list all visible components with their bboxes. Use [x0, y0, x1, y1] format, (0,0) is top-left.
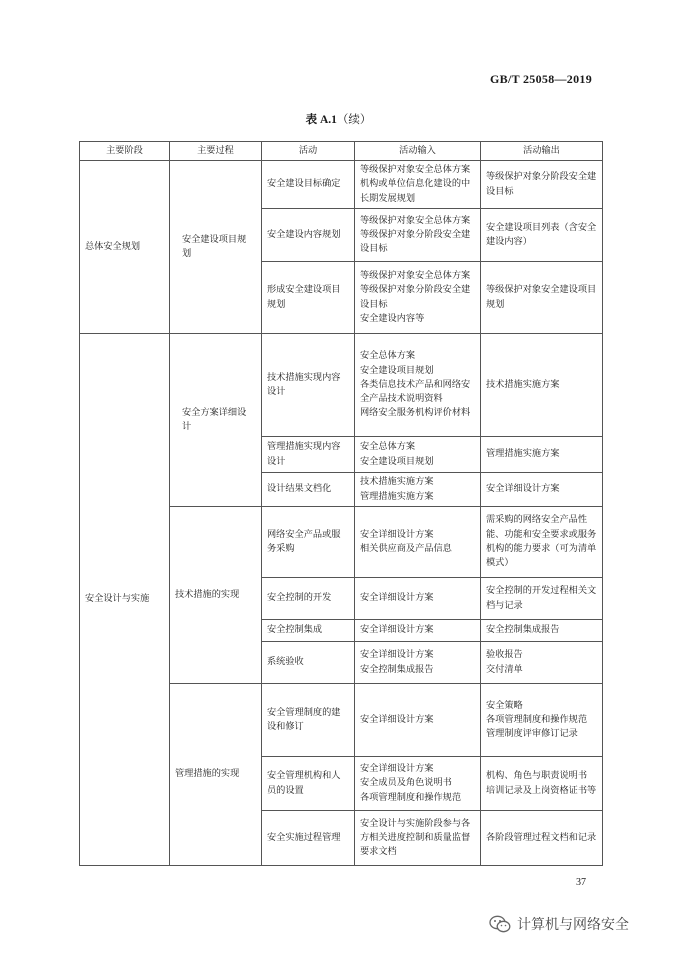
activity-cell: 安全控制集成 — [262, 620, 355, 642]
output-cell: 验收报告 交付清单 — [481, 642, 603, 684]
table-title-suffix: （续） — [336, 112, 372, 126]
output-cell: 机构、角色与职责说明书 培训记录及上岗资格证书等 — [481, 757, 603, 811]
activity-cell: 设计结果文档化 — [262, 473, 355, 507]
output-cell: 等级保护对象安全建设项目规划 — [481, 262, 603, 334]
output-cell: 安全控制集成报告 — [481, 620, 603, 642]
stage-cell: 安全设计与实施 — [80, 334, 170, 866]
activity-table — [79, 141, 603, 866]
column-header: 主要过程 — [170, 142, 262, 161]
activity-cell: 安全建设目标确定 — [262, 161, 355, 209]
activity-cell: 安全实施过程管理 — [262, 811, 355, 866]
input-cell: 安全详细设计方案 — [355, 578, 481, 620]
process-cell: 安全方案详细设计 — [170, 334, 262, 507]
input-cell: 安全详细设计方案 安全控制集成报告 — [355, 642, 481, 684]
output-cell: 等级保护对象分阶段安全建设目标 — [481, 161, 603, 209]
input-cell: 安全详细设计方案 — [355, 684, 481, 757]
process-cell: 管理措施的实现 — [170, 684, 262, 866]
input-cell: 等级保护对象安全总体方案 等级保护对象分阶段安全建设目标 — [355, 209, 481, 262]
watermark — [489, 914, 629, 934]
table-row — [80, 161, 603, 209]
page-number: 37 — [576, 877, 586, 888]
output-cell: 安全控制的开发过程相关文档与记录 — [481, 578, 603, 620]
output-cell: 技术措施实施方案 — [481, 334, 603, 437]
activity-cell: 安全建设内容规划 — [262, 209, 355, 262]
input-cell: 等级保护对象安全总体方案 等级保护对象分阶段安全建设目标 安全建设内容等 — [355, 262, 481, 334]
input-cell: 安全设计与实施阶段参与各方相关进度控制和质量监督要求文档 — [355, 811, 481, 866]
activity-cell: 网络安全产品或服务采购 — [262, 507, 355, 578]
wechat-icon — [489, 915, 511, 933]
output-cell: 需采购的网络安全产品性能、功能和安全要求或服务机构的能力要求（可为清单模式） — [481, 507, 603, 578]
table-header-row — [80, 142, 603, 161]
output-cell: 各阶段管理过程文档和记录 — [481, 811, 603, 866]
input-cell: 安全详细设计方案 相关供应商及产品信息 — [355, 507, 481, 578]
stage-cell: 总体安全规划 — [80, 161, 170, 334]
activity-cell: 技术措施实现内容设计 — [262, 334, 355, 437]
activity-cell: 管理措施实现内容设计 — [262, 437, 355, 473]
output-cell: 管理措施实施方案 — [481, 437, 603, 473]
column-header: 活动输入 — [355, 142, 481, 161]
column-header: 活动 — [262, 142, 355, 161]
process-cell: 技术措施的实现 — [170, 507, 262, 684]
activity-cell: 安全控制的开发 — [262, 578, 355, 620]
column-header: 主要阶段 — [80, 142, 170, 161]
table-label: 表 A.1 — [305, 114, 337, 126]
activity-cell: 系统验收 — [262, 642, 355, 684]
input-cell: 安全总体方案 安全建设项目规划 — [355, 437, 481, 473]
table-title — [0, 111, 677, 127]
output-cell: 安全建设项目列表（含安全建设内容） — [481, 209, 603, 262]
input-cell: 安全详细设计方案 安全成员及角色说明书 各项管理制度和操作规范 — [355, 757, 481, 811]
input-cell: 安全详细设计方案 — [355, 620, 481, 642]
activity-cell: 安全管理机构和人员的设置 — [262, 757, 355, 811]
watermark-text: 计算机与网络安全 — [517, 917, 629, 933]
output-cell: 安全策略 各项管理制度和操作规范 管理制度评审修订记录 — [481, 684, 603, 757]
process-cell: 安全建设项目规划 — [170, 161, 262, 334]
input-cell: 安全总体方案 安全建设项目规划 各类信息技术产品和网络安全产品技术说明资料 网络安全服务机构评价材料 — [355, 334, 481, 437]
activity-cell: 安全管理制度的建设和修订 — [262, 684, 355, 757]
input-cell: 技术措施实施方案 管理措施实施方案 — [355, 473, 481, 507]
column-header: 活动输出 — [481, 142, 603, 161]
table-row — [80, 334, 603, 437]
output-cell: 安全详细设计方案 — [481, 473, 603, 507]
activity-cell: 形成安全建设项目规划 — [262, 262, 355, 334]
input-cell: 等级保护对象安全总体方案 机构或单位信息化建设的中长期发展规划 — [355, 161, 481, 209]
standard-code: GB/T 25058—2019 — [490, 72, 592, 86]
